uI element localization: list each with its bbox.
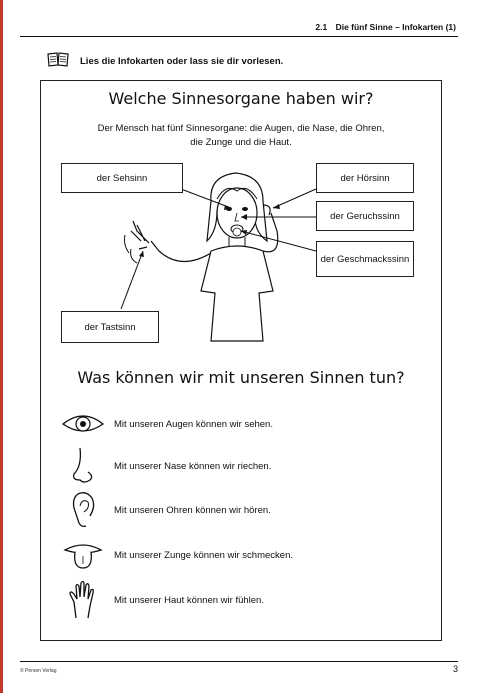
instruction-text: Lies die Infokarten oder lass sie dir vorlesen. [80,56,284,67]
sense-text-eye: Mit unseren Augen können wir sehen. [114,418,273,430]
card1-title: Welche Sinnesorgane haben wir? [108,89,374,108]
publisher-credit: © Persen Verlag [20,668,57,674]
eye-icon [60,406,106,442]
hand-icon [60,582,106,618]
label-hoersinn: der Hörsinn [316,163,414,193]
header-divider [20,36,458,37]
sense-row-eye [60,406,273,442]
section-title: Die fünf Sinne – Infokarten (1) [335,22,456,32]
footer-divider [20,661,458,662]
page-number: 3 [452,664,458,674]
sense-text-hand: Mit unserer Haut können wir fühlen. [114,594,264,606]
sense-row-nose [60,448,271,484]
ear-icon [60,492,106,528]
sense-text-tongue: Mit unserer Zunge können wir schmecken. [114,549,293,561]
sense-row-hand [60,582,264,618]
label-tastsinn: der Tastsinn [61,311,159,343]
label-sehsinn: der Sehsinn [61,163,183,193]
sense-row-tongue [60,537,293,573]
intro-line-2: die Zunge und die Haut. [190,137,292,148]
intro-line-1: Der Mensch hat fünf Sinnesorgane: die Augen, die Nase, die Ohren, [97,123,385,134]
label-geschmackssinn: der Geschmackssinn [316,241,414,277]
page-edge [0,0,3,693]
info-card-sense-organs [40,80,442,362]
sense-text-nose: Mit unserer Nase können wir riechen. [114,460,272,472]
section-number: 2.1 [315,22,328,32]
tongue-icon [60,537,106,573]
card2-title: Was können wir mit unseren Sinnen tun? [77,368,405,387]
label-geruchssinn: der Geruchssinn [316,201,414,231]
instruction [46,51,283,72]
nose-icon [60,448,106,484]
page-header [315,22,456,32]
book-icon [46,51,70,72]
sense-text-ear: Mit unseren Ohren können wir hören. [114,504,271,516]
sense-row-ear [60,492,271,528]
